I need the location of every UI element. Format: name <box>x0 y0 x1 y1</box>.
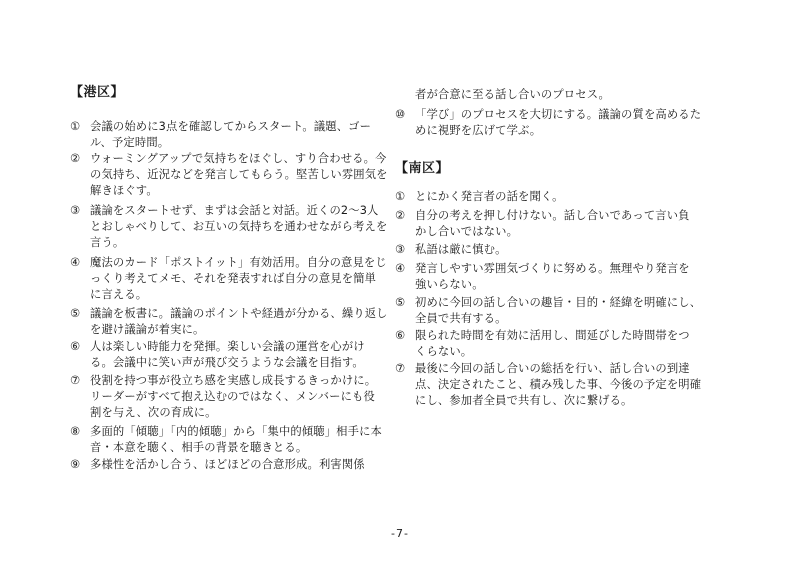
item-line <box>395 328 690 344</box>
item-line <box>395 224 690 240</box>
list-item <box>395 361 701 410</box>
item-line <box>70 424 382 440</box>
item-number: ⑩ <box>395 108 406 121</box>
item-line <box>395 344 690 360</box>
item-line <box>70 151 388 167</box>
item-line <box>395 277 690 293</box>
item-line <box>395 123 701 139</box>
list-item <box>395 295 701 327</box>
item-number: ① <box>395 190 406 203</box>
item-text: 多様性を活かし合う、ほどほどの合意形成。利害関係 <box>90 458 365 471</box>
item-line <box>70 219 387 235</box>
item-text: を避け議論が着実に。 <box>90 323 205 337</box>
item-text: 議論を板書に。議論のポイントや経過が分かる、繰り返し <box>90 307 388 320</box>
item-text: くらない。 <box>415 345 473 359</box>
item-number: ⑥ <box>395 329 406 342</box>
item-line <box>395 261 690 277</box>
item-text: 人は楽しい時能力を発揮。楽しい会議の運営を心がけ <box>90 340 365 353</box>
item-line <box>70 322 388 338</box>
list-item <box>70 306 388 338</box>
item-number: ④ <box>70 256 81 269</box>
item-text: ウォーミングアップで気持ちをほぐし、すり合わせる。今 <box>90 152 387 165</box>
item-number: ③ <box>70 204 81 217</box>
list-item <box>70 119 371 151</box>
item-line <box>70 373 376 389</box>
item-line <box>395 189 564 205</box>
item-number: ④ <box>395 262 406 275</box>
item-text: 私語は厳に慎む。 <box>415 243 507 256</box>
section-heading-minami: 【南区】 <box>395 161 450 176</box>
list-item <box>70 151 388 200</box>
item-text: 議論をスタートせず、まずは会話と対話。近くの2～3人 <box>90 204 379 217</box>
item-line <box>395 208 690 224</box>
item-number: ⑧ <box>70 425 81 438</box>
item-line <box>70 119 371 135</box>
list-item <box>70 457 365 473</box>
list-item <box>70 203 387 252</box>
item-number: ⑦ <box>70 374 81 387</box>
item-text: 最後に今回の話し合いの総括を行い、話し合いの到達 <box>415 362 690 375</box>
item-text: 強いらない。 <box>415 278 484 292</box>
item-line <box>70 271 387 287</box>
list-item <box>395 328 690 360</box>
item-text: 発言しやすい雰囲気づくりに努める。無理やり発言を <box>415 262 690 275</box>
item-text: 全員で共有する。 <box>415 312 507 326</box>
page-number: -7- <box>391 527 409 540</box>
item-line <box>70 457 365 473</box>
item-line <box>70 389 376 405</box>
item-line <box>70 405 376 421</box>
item-text: 言う。 <box>90 236 125 250</box>
item-text: 魔法のカード「ポストイット」有効活用。自分の意見をじ <box>90 256 387 269</box>
item-text: かし合いではない。 <box>415 225 519 239</box>
item-number: ⑨ <box>70 458 81 471</box>
item-text: 限られた時間を有効に活用し、間延びした時間帯をつ <box>415 329 690 342</box>
item-text: 会議の始めに3点を確認してからスタート。議題、ゴー <box>90 120 372 133</box>
item-text: ル、予定時間。 <box>90 136 170 150</box>
item-text: の気持ち、近況などを発言してもらう。堅苦しい雰囲気を <box>90 168 388 182</box>
item-text: 多面的「傾聴」「内的傾聴」から「集中的傾聴」相手に本 <box>90 425 382 438</box>
item-line <box>70 203 387 219</box>
item-text: っくり考えてメモ、それを発表すれば自分の意見を簡単 <box>90 272 377 286</box>
item-line <box>395 242 507 258</box>
list-item <box>70 373 376 422</box>
item-line <box>395 393 701 409</box>
item-text: 音・本意を聴く、相手の背景を聴きとる。 <box>90 441 308 455</box>
item-text: に言える。 <box>90 288 148 302</box>
item-line <box>395 361 701 377</box>
item-text: 割を与え、次の育成に。 <box>90 406 217 420</box>
item-line <box>395 311 701 327</box>
item-number: ② <box>70 152 81 165</box>
item-text: 初めに今回の話し合いの趣旨・目的・経緯を明確にし、 <box>415 296 702 309</box>
list-item <box>395 261 690 293</box>
item-line <box>70 255 387 271</box>
item-line <box>70 167 388 183</box>
item-text: リーダーがすべて抱え込むのではなく、メンバーにも役 <box>90 390 375 404</box>
item-line <box>395 377 701 393</box>
item-number: ② <box>395 209 406 222</box>
item-text: とにかく発言者の話を聞く。 <box>415 190 564 203</box>
item-line <box>70 183 388 199</box>
item-line <box>70 440 382 456</box>
item-number: ⑦ <box>395 362 406 375</box>
list-item <box>70 255 387 304</box>
item-number: ③ <box>395 243 406 256</box>
item-text: にし、参加者全員で共有し、次に繋げる。 <box>415 394 633 408</box>
item-text: 解きほぐす。 <box>90 184 158 198</box>
item-text: る。会議中に笑い声が飛び交うような会議を目指す。 <box>90 356 364 370</box>
item-text: 自分の考えを押し付けない。話し合いであって言い負 <box>415 209 690 222</box>
item-text: とおしゃべりして、お互いの気持ちを通わせながら考えを <box>90 220 388 234</box>
list-item <box>395 189 564 205</box>
item-text: めに視野を広げて学ぶ。 <box>415 124 542 138</box>
item-text: 「学び」のプロセスを大切にする。議論の質を高めるた <box>415 108 702 121</box>
item-text: 点、決定されたこと、積み残した事、今後の予定を明確 <box>415 378 702 392</box>
item-number: ⑥ <box>70 340 81 353</box>
list-item <box>70 424 382 456</box>
item-line <box>70 135 371 151</box>
item-line <box>395 107 701 123</box>
item-line <box>395 295 701 311</box>
item-number: ⑤ <box>70 307 81 320</box>
item-line <box>70 235 387 251</box>
item-line <box>70 287 387 303</box>
list-item <box>70 339 365 371</box>
item-line <box>70 339 365 355</box>
item-line <box>70 355 365 371</box>
item-line <box>70 306 388 322</box>
list-item <box>395 107 701 139</box>
item-number: ⑤ <box>395 296 406 309</box>
section-heading-minato: 【港区】 <box>70 85 125 100</box>
list-item <box>395 242 507 258</box>
item-text: 役割を持つ事が役立ち感を実感し成長するきっかけに。 <box>90 374 377 387</box>
item-number: ① <box>70 120 81 133</box>
item-line: 者が合意に至る話し合いのプロセス。 <box>415 88 610 101</box>
list-item <box>395 208 690 240</box>
